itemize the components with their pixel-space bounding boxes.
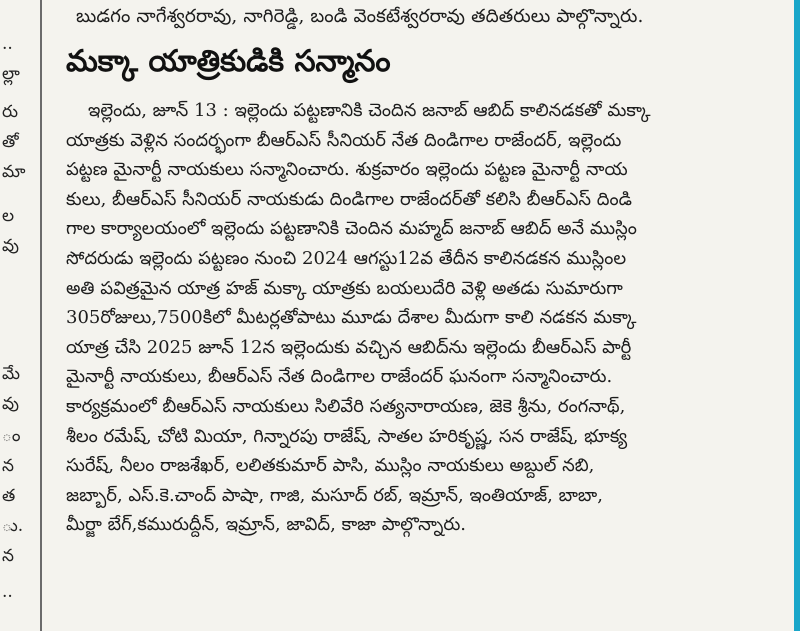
body-line: కార్యక్రమంలో బీఆర్ఎస్ నాయకులు సిలివేరి సత్యనారాయణ, జెకె శ్రీను, రంగనాథ్,: [66, 395, 626, 417]
left-fragment: ల: [2, 206, 15, 226]
body-line: సురేష్, నీలం రాజశేఖర్, లలితకుమార్ పాసి, ముస్లిం నాయకులు అబ్దుల్ నబి,: [66, 455, 595, 477]
article-body: [66, 96, 756, 540]
left-fragment: వు: [2, 236, 19, 256]
article-headline: మక్కా యాత్రికుడికి సన్మానం: [66, 44, 391, 79]
body-line: సోదరుడు ఇల్లెందు పట్టణం నుంచి 2024 ఆగస్టు12వ తేదీన కాలినడకన ముస్లింల: [66, 247, 627, 269]
left-fragment: వు: [2, 394, 19, 414]
column-divider: [40, 0, 42, 631]
left-fragment: త: [2, 486, 16, 506]
body-line: శీలం రమేష్, చోటి మియా, గిన్నారపు రాజేష్, సాతల హరికృష్ణ, సన రాజేష్, భూక్య: [66, 425, 628, 447]
body-line: జబ్బార్, ఎస్.కె.చాంద్ పాషా, గాజి, మసూద్ రబ్, ఇమ్రాన్, ఇంతియాజ్, బాబా,: [66, 484, 603, 506]
left-fragment: ల్లా: [2, 64, 20, 84]
body-line: మైనార్టీ నాయకులు, బీఆర్ఎస్ నేత దిండిగాల రాజేందర్ ఘనంగా సన్మానించారు.: [66, 366, 613, 388]
left-fragment: రు: [2, 102, 18, 122]
body-line: గాల కార్యాలయంలో ఇల్లెందు పట్టణానికి చెందిన మహ్మద్ జనాబ్ ఆబిద్ అనే ముస్లిం: [66, 218, 637, 240]
left-fragment: ు.: [2, 516, 24, 536]
body-line: 305రోజులు,7500కిలో మీటర్లతోపాటు మూడు దేశాల మీదుగా కాలి నడకన మక్కా: [66, 307, 637, 329]
left-fragment: ..: [2, 34, 13, 54]
left-fragment: న: [2, 456, 14, 476]
body-line: యాత్రకు వెళ్లిన సందర్భంగా బీఆర్ఎస్ సీనియర్ నేత దిండిగాల రాజేందర్, ఇల్లెందు: [66, 129, 622, 151]
body-line: అతి పవిత్రమైన యాత్ర హజ్ మక్కా యాత్రకు బయలుదేరి వెళ్లి అతడు సుమారుగా: [66, 277, 623, 299]
left-fragment: మే: [2, 364, 20, 384]
body-line: మీర్జా బేగ్,కమురుద్దీన్, ఇమ్రాన్, జావిద్, కాజా పాల్గొన్నారు.: [66, 514, 467, 536]
left-fragment: మా: [2, 162, 26, 182]
body-line: పట్టణ మైనార్టీ నాయకులు సన్మానించారు. శుక్రవారం ఇల్లెందు పట్టణ మైనార్టీ నాయ: [66, 159, 628, 181]
page-accent-border: [794, 0, 800, 631]
left-fragment: ం: [2, 426, 21, 446]
body-line: ఇల్లెందు, జూన్ 13 : ఇల్లెందు పట్టణానికి చెందిన జనాబ్ ఆబిద్ కాలినడకతో మక్కా: [88, 100, 651, 121]
body-line: యాత్ర చేసి 2025 జూన్ 12న ఇల్లెందుకు వచ్చిన ఆబిద్‌ను ఇల్లెందు బీఆర్ఎస్ పార్టీ: [66, 336, 632, 358]
left-fragment: తో: [2, 132, 19, 152]
left-fragment: ..: [2, 582, 13, 602]
left-fragment: న: [2, 546, 14, 566]
body-line: కులు, బీఆర్ఎస్ సీనియర్ నాయకుడు దిండిగాల రాజేందర్‌తో కలిసి బీఆర్ఎస్ దిండి: [66, 188, 632, 210]
previous-article-closing-line: బుడగం నాగేశ్వరరావు, నాగిరెడ్డి, బండి వెంకటేశ్వరరావు తదితరులు పాల్గొన్నారు.: [76, 6, 644, 27]
adjacent-column-fragment: [0, 0, 34, 631]
